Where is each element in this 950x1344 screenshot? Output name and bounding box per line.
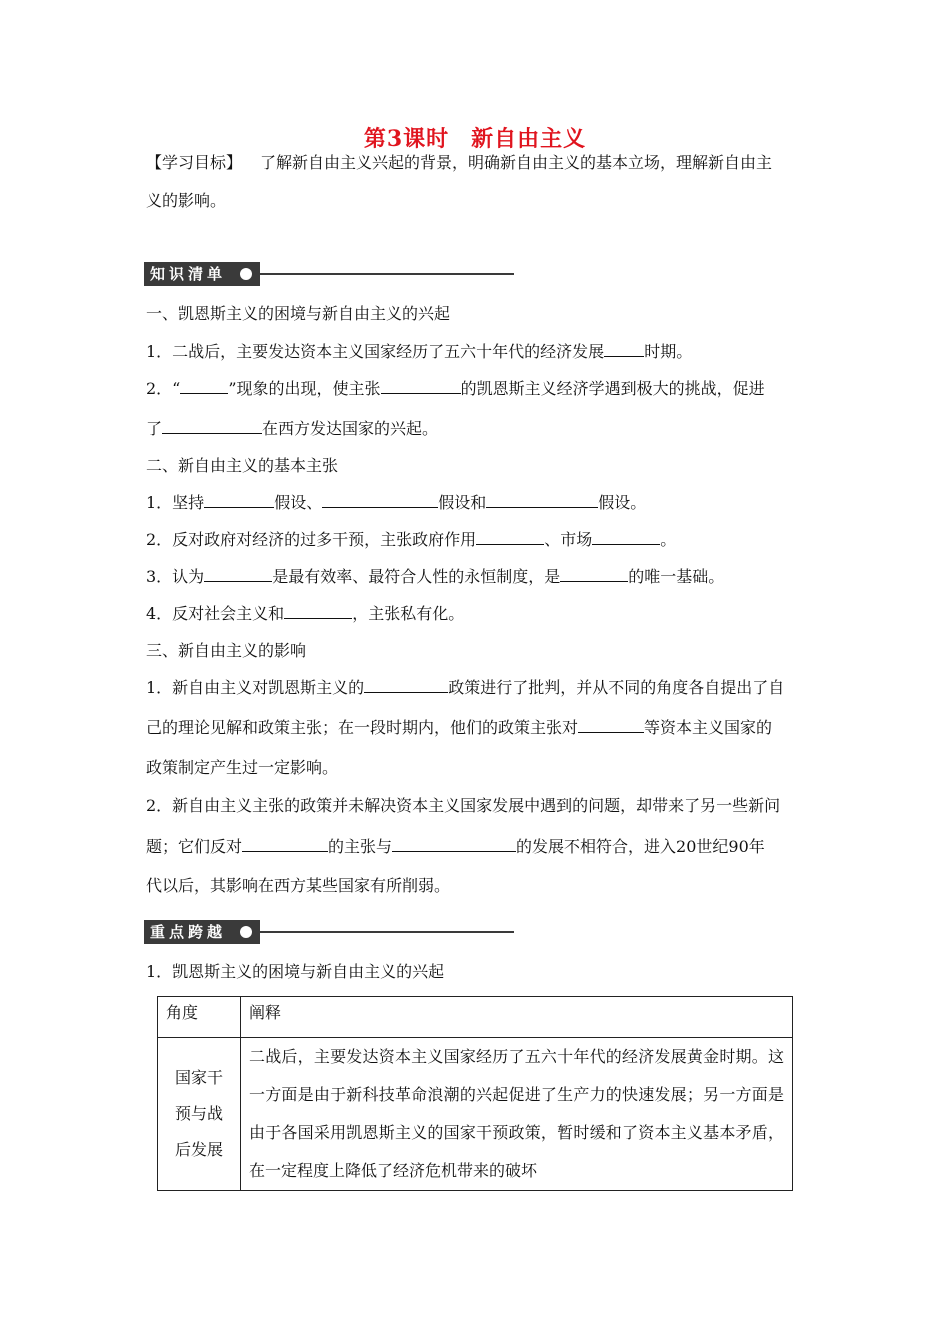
table-cell-explanation: 二战后，主要发达资本主义国家经历了五六十年代的经济发展黄金时期。这一方面是由于新科技革命浪潮的兴起促进了生产力的快速发展；另一方面是由于各国采用凯恩斯主义的国家干预政策，暂时缓和了资本主义基本矛盾，在一定程度上降低了经济危机带来的破坏 — [241, 1038, 793, 1191]
table-header-row — [158, 997, 793, 1038]
item-2-2: 2．反对政府对经济的过多干预，主张政府作用 、市场 。 — [146, 530, 677, 549]
item-2-3: 3．认为 是最有效率、最符合人性的永恒制度，是 的唯一基础。 — [146, 567, 725, 586]
section-tag: 知识清单 — [144, 262, 260, 286]
objective-text-cont: 义的影响。 — [146, 191, 227, 210]
table-cell-angle: 国家干 预与战 后发展 — [158, 1038, 241, 1191]
heading-3: 三、新自由主义的影响 — [146, 641, 307, 660]
table-header-explanation: 阐释 — [241, 997, 793, 1038]
heading-2: 二、新自由主义的基本主张 — [146, 456, 339, 475]
section-rule — [260, 273, 514, 275]
key-heading: 1．凯恩斯主义的困境与新自由主义的兴起 — [146, 962, 445, 981]
learning-objective — [146, 152, 772, 174]
item-3-2: 2．新自由主义主张的政策并未解决资本主义国家发展中遇到的问题，却带来了另一些新问 — [146, 796, 781, 815]
heading-1: 一、凯恩斯主义的困境与新自由主义的兴起 — [146, 304, 451, 323]
objective-label: 【学习目标】 — [146, 153, 243, 172]
table-row — [158, 1038, 793, 1191]
bullet-dot-icon — [240, 268, 252, 280]
section-bar-key-points — [144, 920, 514, 944]
item-1-2: 2．“ ”现象的出现，使主张 的凯恩斯主义经济学遇到极大的挑战，促进 — [146, 379, 765, 398]
section-rule — [260, 931, 514, 933]
page-title: 第3课时 新自由主义 — [363, 126, 587, 152]
item-2-4: 4．反对社会主义和 ，主张私有化。 — [146, 604, 465, 623]
objective-text: 了解新自由主义兴起的背景，明确新自由主义的基本立场，理解新自由主 — [260, 153, 773, 172]
item-1-1: 1．二战后，主要发达资本主义国家经历了五六十年代的经济发展 时期。 — [146, 342, 693, 361]
item-3-1-cont2: 政策制定产生过一定影响。 — [146, 758, 339, 777]
section-bar-knowledge — [144, 262, 514, 286]
item-3-2-cont2: 代以后，其影响在西方某些国家有所削弱。 — [146, 876, 451, 895]
item-3-1-cont: 己的理论见解和政策主张；在一段时期内，他们的政策主张对 等资本主义国家的 — [146, 718, 773, 737]
bullet-dot-icon — [240, 926, 252, 938]
item-1-2-cont: 了 在西方发达国家的兴起。 — [146, 419, 439, 438]
item-3-1: 1．新自由主义对凯恩斯主义的 政策进行了批判，并从不同的角度各自提出了自 — [146, 678, 785, 697]
item-2-1: 1．坚持 假设、 假设和 假设。 — [146, 493, 647, 512]
table-header-angle: 角度 — [158, 997, 241, 1038]
section-tag: 重点跨越 — [144, 920, 260, 944]
explanation-table — [157, 996, 793, 1191]
item-3-2-cont: 题；它们反对 的主张与 的发展不相符合，进入20世纪90年 — [146, 837, 765, 856]
